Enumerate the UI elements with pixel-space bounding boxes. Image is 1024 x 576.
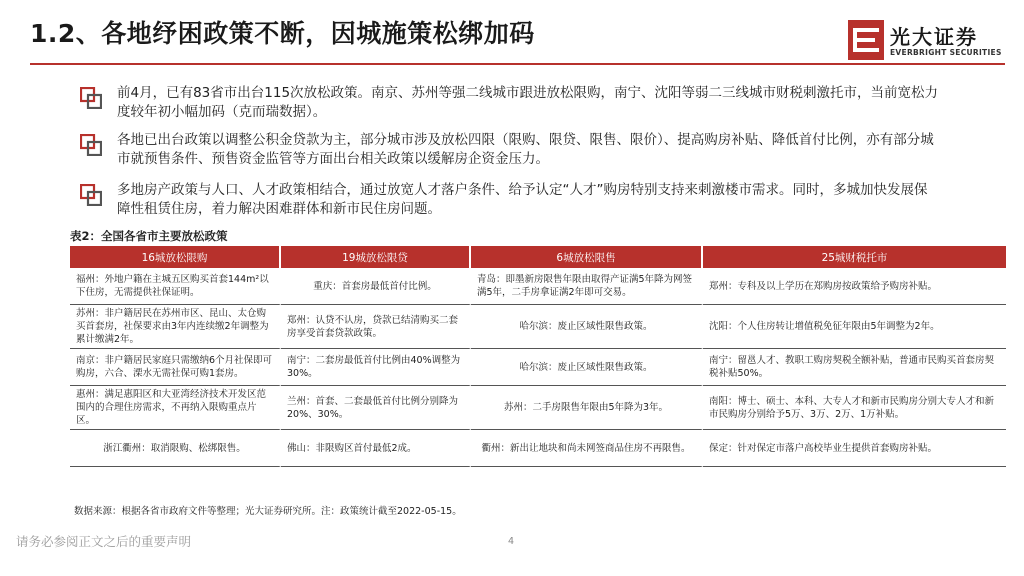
table-cell: 福州：外地户籍在主城五区购买首套144m²以下住房，无需提供社保证明。 <box>70 268 281 305</box>
table-cell: 苏州：非户籍居民在苏州市区、昆山、太仓购买首套房，社保要求由3年内连续缴2年调整为累计缴满2年。 <box>70 305 281 349</box>
company-logo <box>848 20 1018 64</box>
table-cell: 哈尔滨：废止区域性限售政策。 <box>471 305 703 349</box>
table-cell: 南阳：博士、硕士、本科、大专人才和新市民购房分别大专人才和新市民购房分别给予5万、3万、2万、1万补贴。 <box>703 386 1006 430</box>
table-caption: 表2：全国各省市主要放松政策 <box>70 229 228 243</box>
column-header: 6城放松限售 <box>471 246 703 268</box>
policy-table <box>70 246 1006 467</box>
checkbox-bullet-icon <box>80 134 102 156</box>
table-row <box>70 349 1006 386</box>
page-number: 4 <box>508 536 515 547</box>
table-cell: 惠州：满足惠阳区和大亚湾经济技术开发区范围内的合理住房需求，不再纳入限购重点片区。 <box>70 386 281 430</box>
table-row <box>70 430 1006 467</box>
table-cell: 哈尔滨：废止区域性限售政策。 <box>471 349 703 386</box>
table-header-row <box>70 246 1006 268</box>
table-cell: 南京：非户籍居民家庭只需缴纳6个月社保即可购房，六合、溧水无需社保可购1套房。 <box>70 349 281 386</box>
table-cell: 衢州：新出让地块和尚未网签商品住房不再限售。 <box>471 430 703 467</box>
table-cell: 郑州：认贷不认房，贷款已结清购买二套房享受首套贷款政策。 <box>281 305 471 349</box>
table-cell: 兰州：首套、二套最低首付比例分别降为20%、30%。 <box>281 386 471 430</box>
column-header: 19城放松限贷 <box>281 246 471 268</box>
bullet-text: 前4月，已有83省市出台115次放松政策。南京、苏州等强二线城市跟进放松限购，南宁、沈阳等弱二三线城市财税刺激托市，当前宽松力度较年初小幅加码（克而瑞数据）。 <box>117 85 939 120</box>
table-cell: 青岛：即墨新房限售年限由取得产证满5年降为网签满5年，二手房拿证满2年即可交易。 <box>471 268 703 305</box>
page-title: 1.2、各地纾困政策不断，因城施策松绑加码 <box>30 19 535 48</box>
bullet-item <box>80 131 940 169</box>
bullet-item <box>80 84 940 122</box>
table-cell: 南宁：留邕人才、教职工购房契税全额补贴，普通市民购买首套房契税补贴50%。 <box>703 349 1006 386</box>
bullet-text: 多地房产政策与人口、人才政策相结合，通过放宽人才落户条件、给予认定“人才”购房特别支持来刺激楼市需求。同时，多城加快发展保障性租赁住房，着力解决困难群体和新市民住房问题。 <box>117 182 928 217</box>
table-row <box>70 386 1006 430</box>
column-header: 16城放松限购 <box>70 246 281 268</box>
table-row <box>70 305 1006 349</box>
everbright-logo-icon <box>848 20 884 60</box>
logo-english-name: EVERBRIGHT SECURITIES <box>890 48 1002 57</box>
bullet-text: 各地已出台政策以调整公积金贷款为主，部分城市涉及放松四限（限购、限贷、限售、限价）、提高购房补贴、降低首付比例，亦有部分城市就预售条件、预售资金监管等方面出台相关政策以缓解房企资金压力。 <box>117 132 934 167</box>
checkbox-bullet-icon <box>80 184 102 206</box>
table-cell: 苏州：二手房限售年限由5年降为3年。 <box>471 386 703 430</box>
checkbox-bullet-icon <box>80 87 102 109</box>
table-cell: 郑州：专科及以上学历在郑购房按政策给予购房补贴。 <box>703 268 1006 305</box>
table-cell: 沈阳：个人住房转让增值税免征年限由5年调整为2年。 <box>703 305 1006 349</box>
data-source-note: 数据来源：根据各省市政府文件等整理；光大证券研究所。注：政策统计截至2022-05-15。 <box>74 506 462 517</box>
table-cell: 南宁：二套房最低首付比例由40%调整为30%。 <box>281 349 471 386</box>
table-cell: 重庆：首套房最低首付比例。 <box>281 268 471 305</box>
logo-chinese-name: 光大证券 <box>890 25 978 49</box>
table-cell: 浙江衢州：取消限购、松绑限售。 <box>70 430 281 467</box>
column-header: 25城财税托市 <box>703 246 1006 268</box>
table-row <box>70 268 1006 305</box>
table-cell: 保定：针对保定市落户高校毕业生提供首套购房补贴。 <box>703 430 1006 467</box>
disclaimer-note: 请务必参阅正文之后的重要声明 <box>16 534 192 549</box>
bullet-item <box>80 181 940 219</box>
table-cell: 佛山：非限购区首付最低2成。 <box>281 430 471 467</box>
